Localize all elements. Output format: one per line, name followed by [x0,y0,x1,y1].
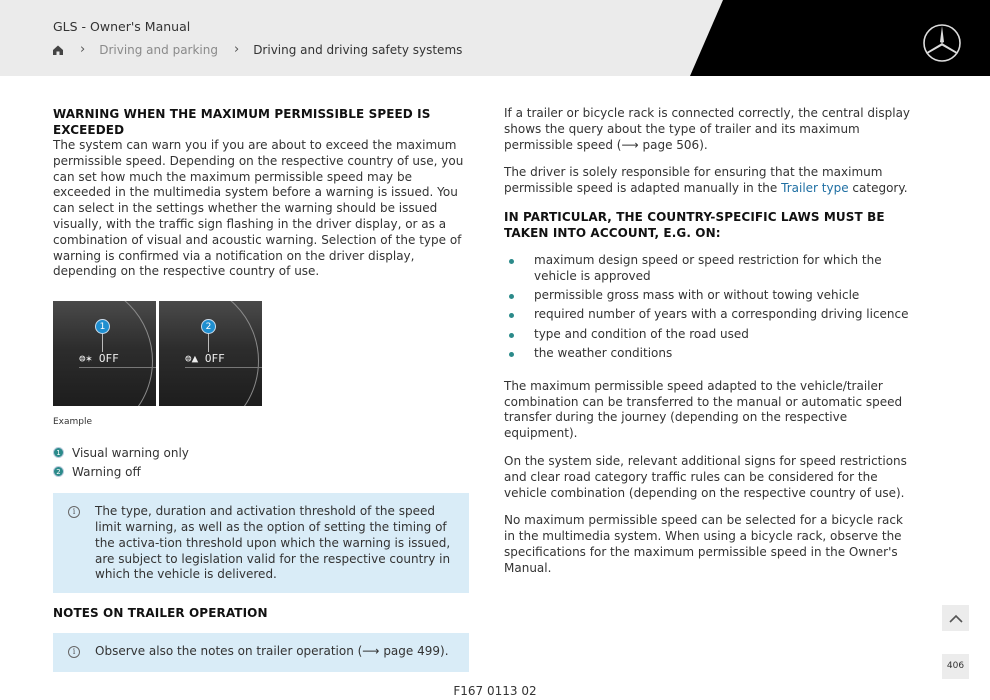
display-warning-off: ⊜▲ OFF [185,352,225,366]
breadcrumb [52,42,462,57]
paragraph-bicycle-rack: No maximum permissible speed can be selected for a bicycle rack in the multimedia system. When using a bicycle rack, observe the specifications for the maximum permissible speed in the Owner's Manual. [504,513,903,575]
breadcrumb-current: Driving and driving safety systems [253,42,463,57]
list-item: the weather conditions [504,346,912,362]
footer-code: F167 0113 02 [453,684,537,698]
legend-number-2: 2 [53,466,64,477]
home-icon[interactable] [52,44,64,56]
info-note-trailer [53,633,469,672]
callout-badge-2: 2 [201,319,216,334]
figure-caption: Example [53,417,93,428]
list-item: type and condition of the road used [504,327,912,343]
paragraph-driver-responsible: The driver is solely responsible for ensuring that the maximum permissible speed is adapted manually in the Trailer type category. [504,165,908,196]
example-figure [53,301,469,406]
legend-item [53,443,469,462]
right-column [504,106,912,577]
info-note-speed-limit [53,493,469,593]
info-icon: i [68,646,80,658]
breadcrumb-driving-and-parking[interactable]: Driving and parking [99,42,218,57]
chevron-right-icon: › [80,42,86,57]
trailer-type-link[interactable]: Trailer type [781,181,849,196]
info-note-text: The type, duration and activation threshold of the speed limit warning, as well as the option of setting the timing of the activa-tion threshold upon which the warning is issued, are subject to legislation valid for the respective country in which the vehicle is delivered. [95,504,451,582]
page-number-button[interactable]: 406 [942,654,969,679]
trailer-heading: NOTES ON TRAILER OPERATION [53,606,268,621]
trailer-note-text[interactable]: Observe also the notes on trailer operation (⟶ page 499). [95,644,449,659]
chevron-right-icon: › [233,42,240,57]
scroll-to-top-button[interactable] [942,605,969,631]
paragraph-additional-signs: On the system side, relevant additional signs for speed restrictions and clear road category traffic rules can be considered for the vehicle combination (depending on the respective country of use). [504,453,907,500]
legend-item [53,462,469,481]
callout-badge-1: 1 [95,319,110,334]
list-item: permissible gross mass with or without towing vehicle [504,288,912,304]
legend-number-1: 1 [53,447,64,458]
figure-panel-1 [53,301,156,406]
manual-title: GLS - Owner's Manual [53,19,191,34]
paragraph-trailer-query: If a trailer or bicycle rack is connected correctly, the central display shows the query about the type of trailer and its maximum permissible speed (⟶ page 506). [504,106,911,152]
paragraph-speed-transfer: The maximum permissible speed adapted to the vehicle/trailer combination can be transferred to the manual or automatic speed transfer during the journey (depending on the respective equipment). [504,378,903,441]
info-icon: i [68,506,80,518]
figure-panel-2 [159,301,262,406]
header-bar [0,0,990,76]
legend-label: Warning off [72,464,141,479]
mercedes-star-logo [922,23,962,63]
warning-text: The system can warn you if you are about to exceed the maximum permissible speed. Depending on the respective country of use, you can set how much the maximum permissible speed may be exceeded in the multimedia system before a warning is issued. You can select in the settings whether the warning should be issued visually, with the traffic sign flashing in the driver display, or as a combination of visual and acoustic warning. Selection of the type of warning is confirmed via a notification on the driver display, depending on the respective country of use. [53,138,464,279]
chevron-up-icon [949,614,963,623]
legend-label: Visual warning only [72,445,189,460]
left-column [53,106,469,672]
laws-list [504,253,912,362]
list-item: required number of years with a corresponding driving licence [504,307,912,323]
figure-legend [53,443,469,481]
laws-heading: IN PARTICULAR, THE COUNTRY-SPECIFIC LAWS MUST BE TAKEN INTO ACCOUNT, E.G. ON: [504,209,885,240]
display-visual-warning: ⊜✶ OFF [79,352,119,366]
list-item: maximum design speed or speed restriction for which the vehicle is approved [504,253,912,285]
warning-heading: WARNING WHEN THE MAXIMUM PERMISSIBLE SPEED IS EXCEEDED [53,107,431,137]
